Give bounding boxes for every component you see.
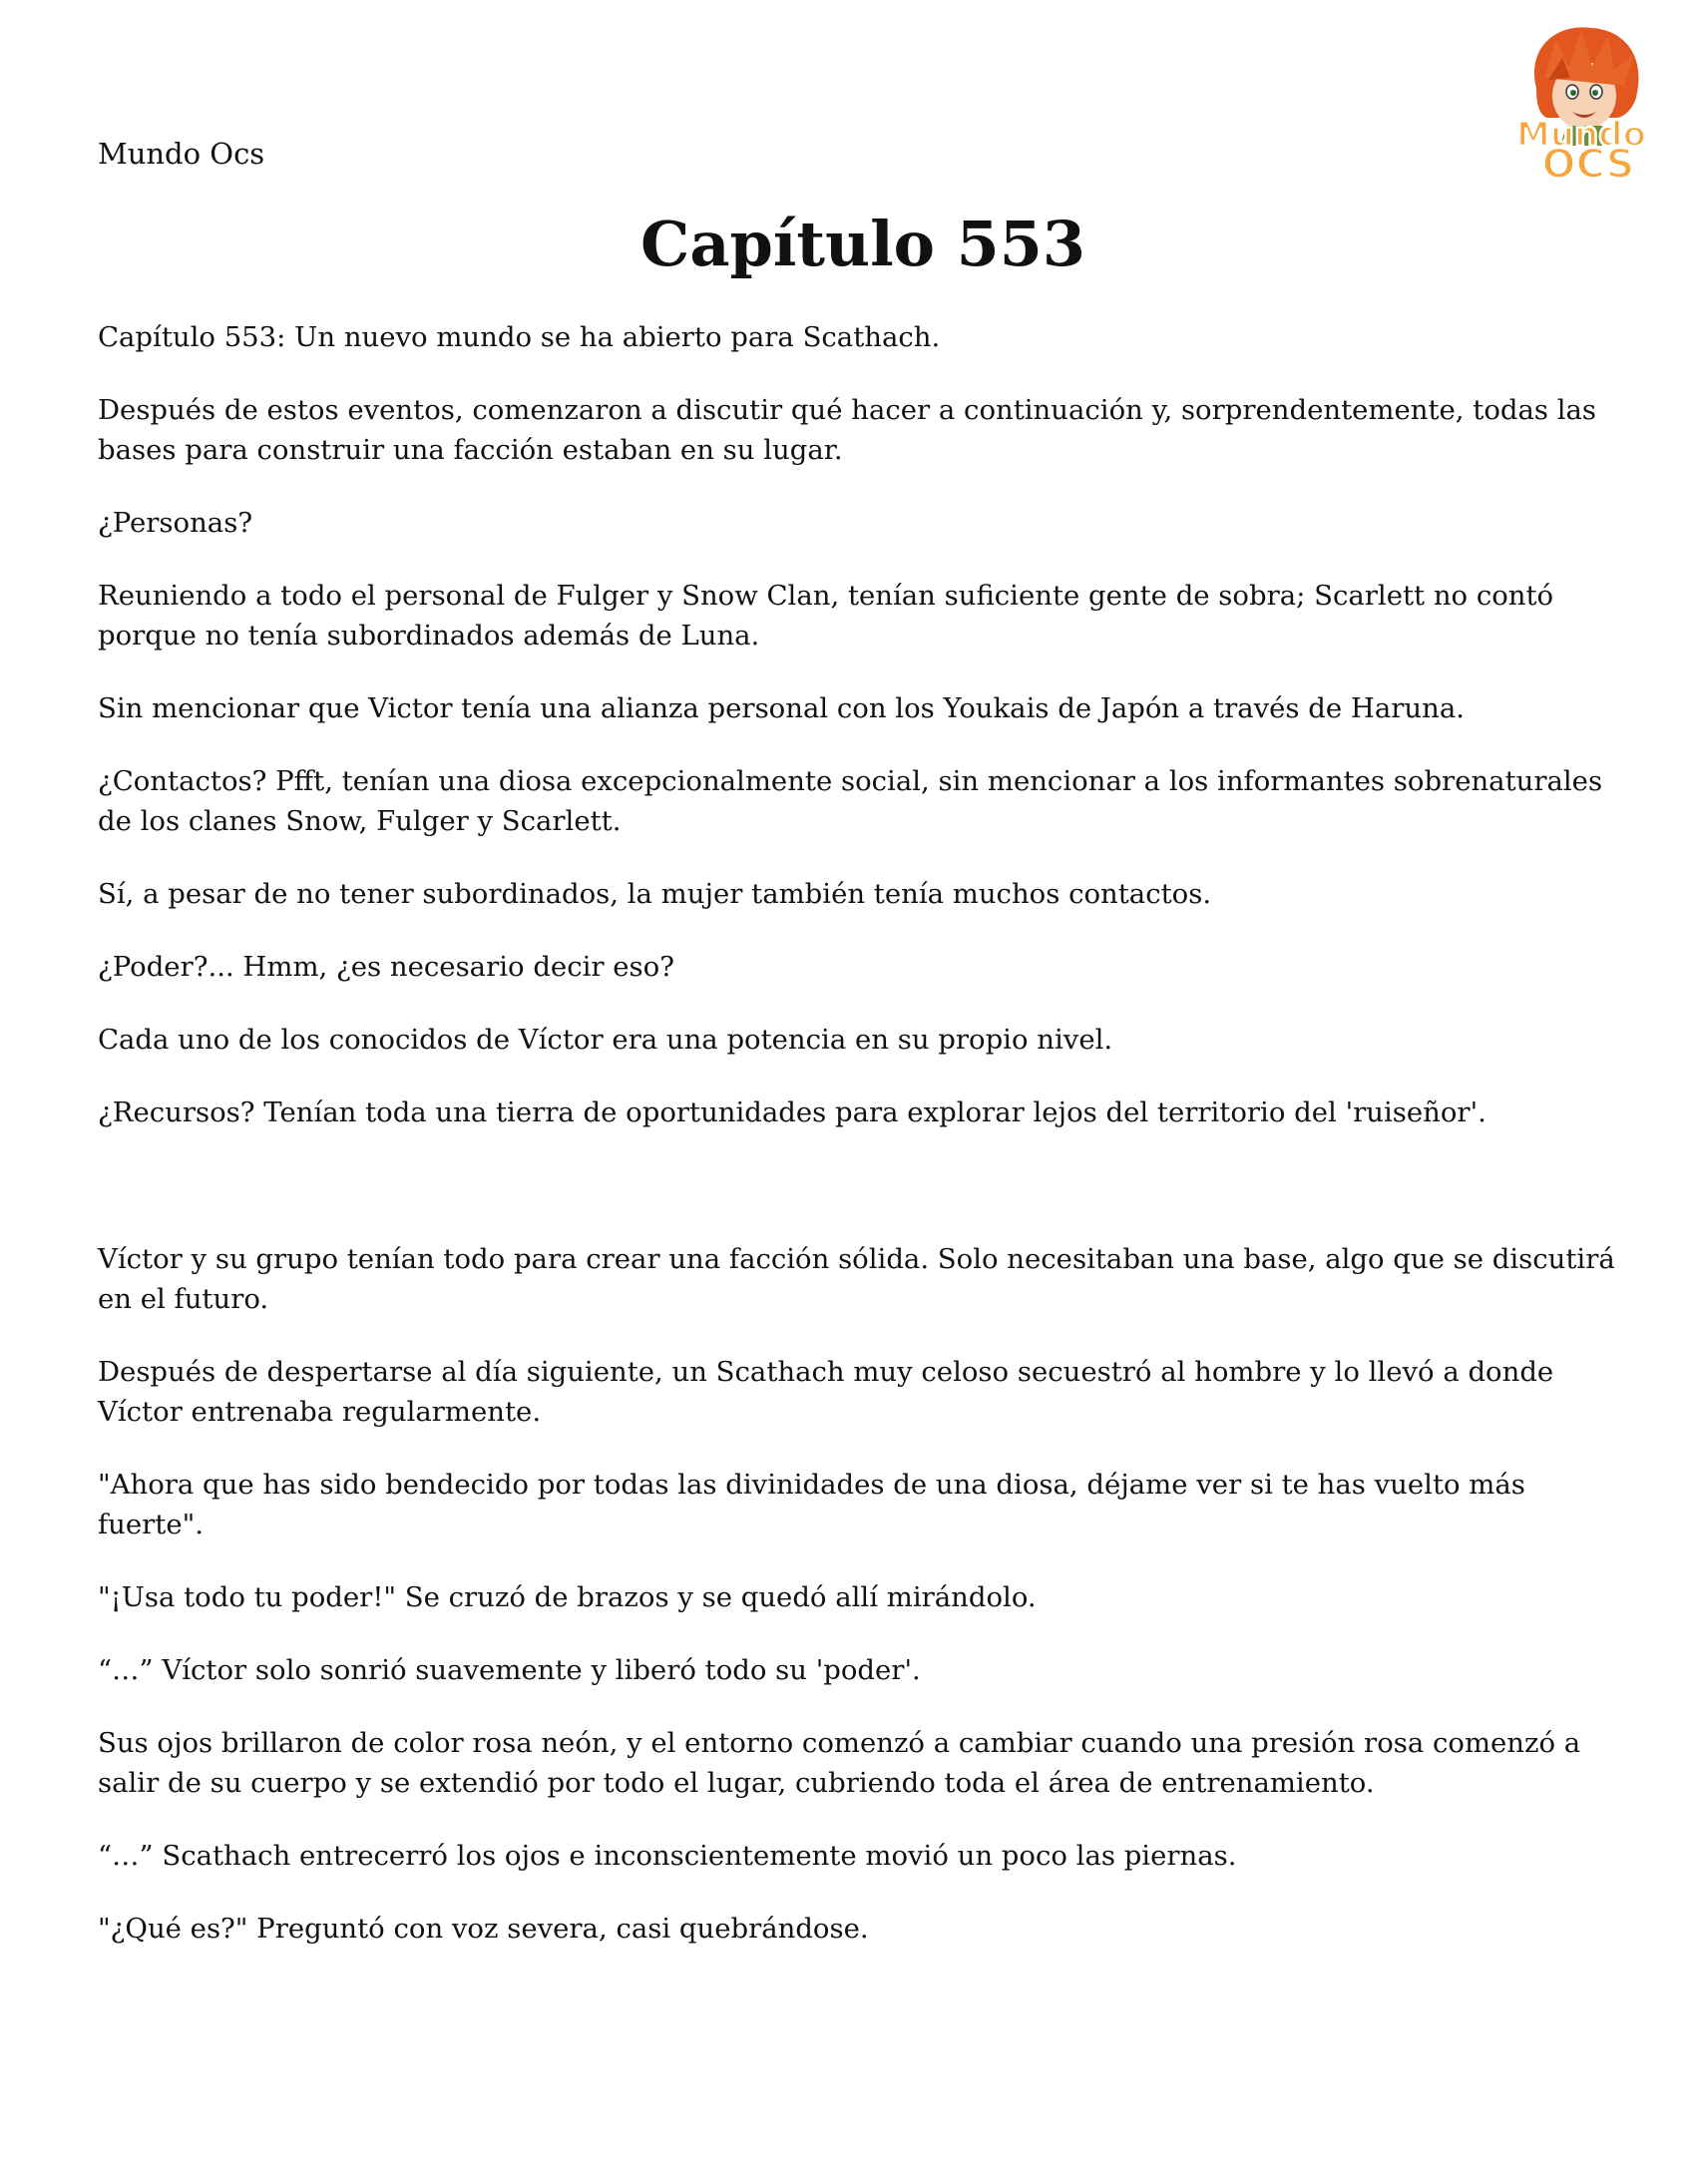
paragraph: Después de despertarse al día siguiente, un Scathach muy celoso secuestró al hombre y lo llevó a donde Víctor entrenaba regularmente. — [98, 1356, 1554, 1428]
paragraph: Reuniendo a todo el personal de Fulger y Snow Clan, tenían suficiente gente de sobra; Scarlett no contó porque no tenía subordinados además de Luna. — [98, 580, 1554, 652]
logo-text-top: Mundo — [1516, 115, 1646, 155]
paragraph: “…” Víctor solo sonrió suavemente y liberó todo su 'poder'. — [98, 1654, 921, 1686]
paragraph: Víctor y su grupo tenían todo para crear una facción sólida. Solo necesitaban una base, algo que se discutirá en el futuro. — [98, 1243, 1615, 1315]
paragraph: ¿Poder?... Hmm, ¿es necesario decir eso? — [98, 951, 674, 983]
paragraph: "¡Usa todo tu poder!" Se cruzó de brazos y se quedó allí mirándolo. — [98, 1581, 1037, 1613]
paragraph: ¿Recursos? Tenían toda una tierra de oportunidades para explorar lejos del territorio del 'ruiseñor'. — [98, 1096, 1486, 1128]
paragraph: "Ahora que has sido bendecido por todas las divinidades de una diosa, déjame ver si te has vuelto más fuerte". — [98, 1469, 1525, 1540]
chapter-title: Capítulo 553 — [639, 208, 1086, 280]
site-name: Mundo Ocs — [98, 137, 265, 171]
logo-text-bottom: OCS — [1541, 142, 1635, 188]
paragraph: Después de estos eventos, comenzaron a discutir qué hacer a continuación y, sorprendentemente, todas las bases para construir una facción estaban en su lugar. — [98, 394, 1597, 466]
paragraph: Sin mencionar que Victor tenía una alianza personal con los Youkais de Japón a través de Haruna. — [98, 692, 1465, 724]
chapter-body — [98, 317, 1619, 1981]
paragraph: ¿Contactos? Pfft, tenían una diosa excepcionalmente social, sin mencionar a los informantes sobrenaturales de los clanes Snow, Fulger y Scarlett. — [98, 765, 1603, 837]
mundo-ocs-logo-icon — [1496, 18, 1666, 188]
paragraph: "¿Qué es?" Preguntó con voz severa, casi quebrándose. — [98, 1913, 869, 1945]
paragraph: ¿Personas? — [98, 507, 253, 539]
paragraph: Cada uno de los conocidos de Víctor era una potencia en su propio nivel. — [98, 1024, 1113, 1056]
paragraph: “…” Scathach entrecerró los ojos e inconscientemente movió un poco las piernas. — [98, 1840, 1237, 1872]
paragraph: Sus ojos brillaron de color rosa neón, y el entorno comenzó a cambiar cuando una presión rosa comenzó a salir de su cuerpo y se extendió por todo el lugar, cubriendo toda el área de entrenamiento. — [98, 1727, 1581, 1799]
paragraph: Sí, a pesar de no tener subordinados, la mujer también tenía muchos contactos. — [98, 878, 1212, 910]
paragraph: Capítulo 553: Un nuevo mundo se ha abierto para Scathach. — [98, 321, 941, 353]
